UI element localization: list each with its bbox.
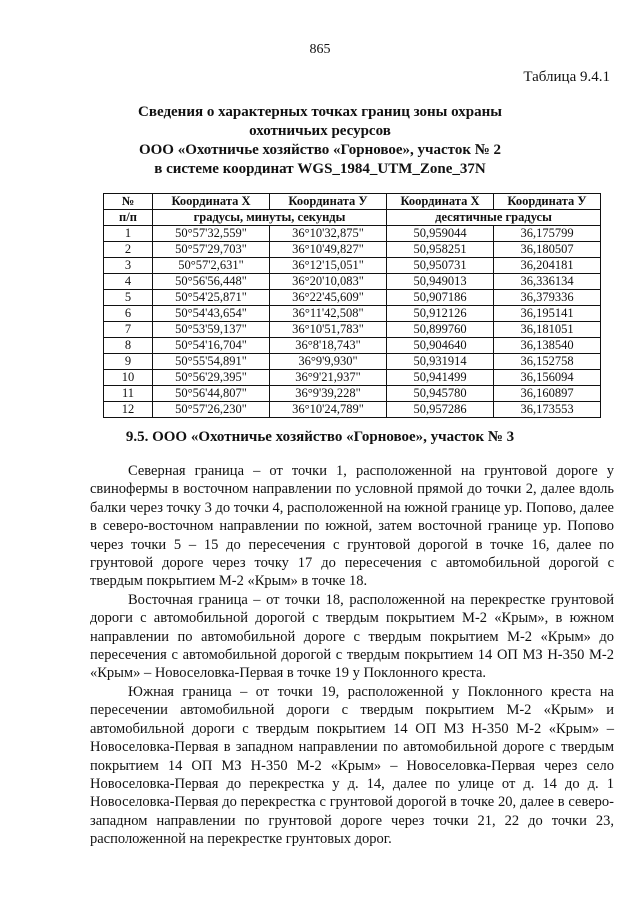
cell-x-dms: 50°54'43,654" (153, 306, 270, 322)
cell-x-decimal: 50,945780 (387, 386, 494, 402)
cell-y-dms: 36°9'21,937" (270, 370, 387, 386)
cell-y-dms: 36°9'39,228" (270, 386, 387, 402)
cell-y-decimal: 36,156094 (494, 370, 601, 386)
cell-y-dms: 36°10'24,789" (270, 402, 387, 418)
cell-x-dms: 50°56'56,448" (153, 274, 270, 290)
paragraph-south-border (90, 683, 614, 849)
table-label: Таблица 9.4.1 (523, 69, 610, 85)
cell-y-dms: 36°10'51,783" (270, 322, 387, 338)
cell-number: 4 (104, 274, 153, 290)
cell-number: 11 (104, 386, 153, 402)
cell-x-dms: 50°56'29,395" (153, 370, 270, 386)
body-text (90, 462, 614, 849)
cell-number: 2 (104, 242, 153, 258)
cell-x-dms: 50°54'25,871" (153, 290, 270, 306)
table-header-row (104, 194, 601, 210)
header-coord-x-decimal: Координата X (387, 194, 494, 210)
cell-y-decimal: 36,160897 (494, 386, 601, 402)
cell-number: 10 (104, 370, 153, 386)
header-number: № (104, 194, 153, 210)
header-dms-units: градусы, минуты, секунды (153, 210, 387, 226)
table-row (104, 386, 601, 402)
title-line: Сведения о характерных точках границ зоны охраны (138, 104, 502, 120)
cell-y-dms: 36°9'9,930" (270, 354, 387, 370)
cell-x-dms: 50°54'16,704" (153, 338, 270, 354)
cell-number: 1 (104, 226, 153, 242)
cell-x-decimal: 50,959044 (387, 226, 494, 242)
cell-x-dms: 50°57'29,703" (153, 242, 270, 258)
cell-y-decimal: 36,138540 (494, 338, 601, 354)
table-row (104, 370, 601, 386)
header-coord-y-decimal: Координата У (494, 194, 601, 210)
paragraph-text: Южная граница – от точки 19, расположенной у Поклонного креста на пересечении автомобильной дороги с твердым покрытием М-2 «Крым» и автомобильной дороги с твердым покрытием 14 ОП МЗ Н-350 М-2 «Крым» – Новоселовка-Первая в западном направлении по автомобильной дороге с твердым покрытием 14 ОП МЗ Н-350 М-2 «Крым» – Новоселовка-Первая через село Новоселовка-Первая до перекрестка у д. 14, далее по улице от д. 14 до д. 1 Новоселовка-Первая до перекрестка с грунтовой дорогой в точке 20, далее в северо-западном направлении по грунтовой дороге через точки 21, 22 до точки 23, расположенной на перекрестке грунтовых дорог. (90, 683, 614, 848)
cell-number: 8 (104, 338, 153, 354)
table-row (104, 242, 601, 258)
title-line: охотничьих ресурсов (249, 123, 391, 139)
table-row (104, 354, 601, 370)
cell-x-decimal: 50,958251 (387, 242, 494, 258)
cell-y-dms: 36°10'32,875" (270, 226, 387, 242)
cell-y-decimal: 36,195141 (494, 306, 601, 322)
cell-x-decimal: 50,949013 (387, 274, 494, 290)
table-row (104, 274, 601, 290)
cell-y-dms: 36°10'49,827" (270, 242, 387, 258)
document-title (0, 103, 640, 179)
paragraph-north-border (90, 462, 614, 591)
cell-number: 6 (104, 306, 153, 322)
cell-y-decimal: 36,180507 (494, 242, 601, 258)
cell-number: 5 (104, 290, 153, 306)
cell-x-decimal: 50,931914 (387, 354, 494, 370)
cell-x-decimal: 50,941499 (387, 370, 494, 386)
title-line: ООО «Охотничье хозяйство «Горновое», участок № 2 (138, 142, 502, 158)
coordinates-table (103, 193, 601, 418)
cell-x-dms: 50°53'59,137" (153, 322, 270, 338)
table-row (104, 306, 601, 322)
title-line: в системе координат WGS_1984_UTM_Zone_37N (154, 161, 486, 177)
cell-number: 9 (104, 354, 153, 370)
cell-x-decimal: 50,907186 (387, 290, 494, 306)
cell-y-dms: 36°8'18,743" (270, 338, 387, 354)
cell-x-decimal: 50,957286 (387, 402, 494, 418)
paragraph-text: Восточная граница – от точки 18, расположенной на перекрестке грунтовой дороги с автомобильной дорогой с твердым покрытием М-2 «Крым», в южном направлении по автомобильной дороге с твердым покрытием М-2 «Крым» до пересечения с автомобильной дорогой с твердым покрытием 14 ОП МЗ Н-350 М-2 «Крым» – Новоселовка-Первая в точке 19 у Поклонного креста. (90, 591, 614, 682)
cell-y-decimal: 36,336134 (494, 274, 601, 290)
table-body (104, 226, 601, 418)
table-row (104, 226, 601, 242)
paragraph-east-border (90, 591, 614, 683)
cell-y-decimal: 36,173553 (494, 402, 601, 418)
page-number: 865 (309, 42, 331, 57)
cell-x-decimal: 50,904640 (387, 338, 494, 354)
cell-y-dms: 36°22'45,609" (270, 290, 387, 306)
header-coord-x-dms: Координата X (153, 194, 270, 210)
cell-x-decimal: 50,899760 (387, 322, 494, 338)
cell-x-dms: 50°57'2,631" (153, 258, 270, 274)
cell-y-dms: 36°20'10,083" (270, 274, 387, 290)
table-row (104, 258, 601, 274)
section-heading: 9.5. ООО «Охотничье хозяйство «Горновое», участок № 3 (125, 429, 515, 445)
header-decimal-units: десятичные градусы (387, 210, 601, 226)
header-pp: п/п (104, 210, 153, 226)
cell-y-decimal: 36,181051 (494, 322, 601, 338)
cell-y-decimal: 36,152758 (494, 354, 601, 370)
cell-x-dms: 50°55'54,891" (153, 354, 270, 370)
cell-number: 12 (104, 402, 153, 418)
cell-x-dms: 50°57'32,559" (153, 226, 270, 242)
table-row (104, 322, 601, 338)
table-row (104, 290, 601, 306)
cell-y-decimal: 36,379336 (494, 290, 601, 306)
cell-number: 3 (104, 258, 153, 274)
cell-y-dms: 36°12'15,051" (270, 258, 387, 274)
cell-number: 7 (104, 322, 153, 338)
table-row (104, 402, 601, 418)
table-row (104, 338, 601, 354)
paragraph-text: Северная граница – от точки 1, расположенной на грунтовой дороге у свинофермы в восточном направлении по условной прямой до точки 2, далее вдоль балки через точку 3 до точки 4, расположенной на южной границе ур. Попово, далее в северо-восточном направлении по южной, затем восточной границе ур. Попово через точки 5 – 15 до пересечения с грунтовой дорогой в точке 16, далее по грунтовой дороге через точку 17 до пересечения с автомобильной дорогой с твердым покрытием М-2 «Крым» в точке 18. (90, 463, 614, 590)
cell-y-decimal: 36,204181 (494, 258, 601, 274)
cell-x-dms: 50°57'26,230" (153, 402, 270, 418)
cell-x-decimal: 50,912126 (387, 306, 494, 322)
cell-x-decimal: 50,950731 (387, 258, 494, 274)
header-coord-y-dms: Координата У (270, 194, 387, 210)
table-subheader-row (104, 210, 601, 226)
cell-y-dms: 36°11'42,508" (270, 306, 387, 322)
cell-y-decimal: 36,175799 (494, 226, 601, 242)
cell-x-dms: 50°56'44,807" (153, 386, 270, 402)
